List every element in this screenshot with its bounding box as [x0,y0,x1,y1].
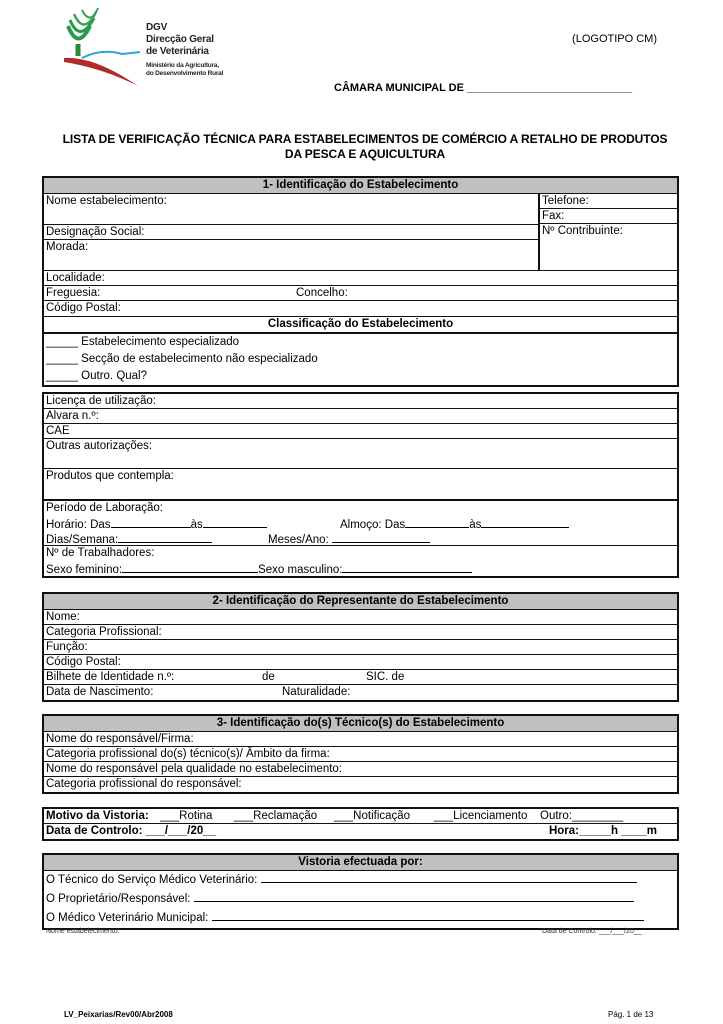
input-almoco-as[interactable] [481,516,569,528]
logo-line2: de Veterinária [146,46,209,57]
input-horario-das[interactable] [111,516,191,528]
label-tecnico-smv: O Técnico do Serviço Médico Veterinário: [46,874,258,886]
field-fax[interactable]: Fax: [540,209,677,224]
field-freguesia-concelho[interactable] [44,286,677,301]
section-licencas [42,392,679,578]
field-alvara[interactable]: Alvara n.º: [44,409,677,424]
section-motivo-vistoria [42,807,679,841]
logo-acronym: DGV [146,22,168,33]
field-sexo[interactable] [44,561,677,576]
option-especializado[interactable]: _____ Estabelecimento especializado [46,336,240,348]
label-trabalhadores: Nº de Trabalhadores: [46,547,155,559]
label-proprietario: O Proprietário/Responsável: [46,893,191,905]
field-outras-autorizacoes[interactable]: Outras autorizações: [44,439,677,469]
field-tec-responsavel-firma[interactable]: Nome do responsável/Firma: [44,732,677,747]
section1-right-col [540,194,677,270]
logo-text [146,22,223,77]
logo-ministry1: Ministério da Agricultura, [146,62,219,69]
option-seccao-nao-especializado[interactable]: _____ Secção de estabelecimento não especializado [46,353,318,365]
field-cae[interactable]: CAE [44,424,677,439]
field-tec-responsavel-qualidade[interactable]: Nome do responsável pela qualidade no estabelecimento: [44,762,677,777]
footer-data-controlo: Data de Controlo: ___/___/20__ [542,928,642,935]
section3-header: 3- Identificação do(s) Técnico(s) do Estabelecimento [44,716,677,732]
field-morada[interactable]: Morada: [46,241,89,253]
field-licenca-utilizacao[interactable]: Licença de utilização: [44,394,677,409]
document-code: LV_Peixarias/Rev00/Abr2008 [64,1010,173,1019]
label-naturalidade: Naturalidade: [282,686,351,698]
field-dias-meses[interactable] [44,531,677,546]
field-rep-nascimento[interactable] [44,685,677,700]
label-freguesia: Freguesia: [46,287,101,299]
laboracao-block [44,500,677,576]
field-medico-municipal[interactable] [44,909,677,928]
section1-left-col [44,194,540,270]
logo-line1: Direcção Geral [146,34,214,45]
field-telefone[interactable]: Telefone: [540,194,677,209]
label-periodo-laboracao: Período de Laboração: [46,502,164,514]
field-tec-categoria-ambito[interactable]: Categoria profissional do(s) técnico(s)/ Âmbito da firma: [44,747,677,762]
title-line1: LISTA DE VERIFICAÇÃO TÉCNICA PARA ESTABELECIMENTOS DE COMÉRCIO A RETALHO DE PRODUTOS [62,132,668,146]
label-concelho: Concelho: [296,287,348,299]
label-data-controlo: Data de Controlo: [46,825,143,837]
field-produtos[interactable]: Produtos que contempla: [44,469,677,500]
field-tecnico-smv[interactable] [44,871,677,890]
dgv-logo [62,6,257,91]
label-almoco-as: às [469,519,482,531]
field-rep-categoria[interactable]: Categoria Profissional: [44,625,677,640]
option-rotina[interactable]: ___Rotina [160,810,213,822]
section-tecnicos [42,714,679,794]
section-vistoria-efectuada [42,853,679,930]
label-horario-das: Horário: Das [46,519,111,531]
page-number: Pág. 1 de 13 [608,1010,654,1019]
field-codigo-postal[interactable]: Código Postal: [46,302,121,314]
tree-river-icon [62,6,142,86]
signature-proprietario[interactable] [194,890,634,902]
field-tec-categoria-responsavel[interactable]: Categoria profissional do responsável: [46,778,242,790]
input-data-controlo[interactable]: ___/___/20__ [145,825,217,837]
option-licenciamento[interactable]: ___Licenciamento [434,810,528,822]
label-dias-semana: Dias/Semana: [46,534,119,546]
section-representante [42,592,679,702]
document-title [40,132,690,162]
option-outro[interactable]: _____ Outro. Qual? [46,370,148,382]
title-line2: DA PESCA E AQUICULTURA [284,147,446,161]
field-horario[interactable] [44,516,677,531]
label-motivo: Motivo da Vistoria: [46,810,149,822]
section1-header: 1- Identificação do Estabelecimento [44,178,677,194]
input-dias-semana[interactable] [118,531,212,543]
label-sexo-feminino: Sexo feminino: [46,564,123,576]
input-almoco-das[interactable] [405,516,469,528]
section2-header: 2- Identificação do Representante do Estabelecimento [44,594,677,610]
logotipo-cm-placeholder: (LOGOTIPO CM) [572,33,657,45]
field-rep-codigo-postal[interactable]: Código Postal: [44,655,677,670]
label-sic-de: SIC. de [366,671,405,683]
label-meses-ano: Meses/Ano: [268,534,329,546]
signature-medico-municipal[interactable] [212,909,644,921]
option-notificacao[interactable]: ___Notificação [334,810,411,822]
field-proprietario[interactable] [44,890,677,909]
option-reclamacao[interactable]: ___Reclamação [234,810,318,822]
input-meses-ano[interactable] [332,531,430,543]
input-sexo-feminino[interactable] [122,561,258,573]
input-sexo-masculino[interactable] [342,561,472,573]
field-rep-bilhete[interactable] [44,670,677,685]
option-outro[interactable]: Outro:________ [540,810,624,822]
section1-top-grid [44,194,677,271]
field-designacao-social[interactable]: Designação Social: [44,225,538,240]
efectuada-header: Vistoria efectuada por: [44,855,677,871]
signature-tecnico-smv[interactable] [261,871,637,883]
row-motivo [44,809,677,824]
field-contribuinte[interactable]: Nº Contribuinte: [542,225,623,237]
label-bilhete-de: de [262,671,275,683]
label-bilhete: Bilhete de Identidade n.º: [46,671,175,683]
footer-nome-estabelecimento: Nome estabelecimento: [46,928,120,935]
label-nascimento: Data de Nascimento: [46,686,154,698]
label-almoco-das: Almoço: Das [340,519,406,531]
classificacao-header: Classificação do Estabelecimento [44,317,677,334]
row-data-controlo [44,824,677,839]
section-identificacao-estabelecimento [42,176,679,318]
field-localidade[interactable]: Localidade: [44,271,677,286]
field-nome-estabelecimento[interactable]: Nome estabelecimento: [44,194,538,225]
logo-ministry2: do Desenvolvimento Rural [146,69,224,77]
field-rep-funcao[interactable]: Função: [44,640,677,655]
camara-municipal-heading: CÂMARA MUNICIPAL DE ___________________________ [334,82,633,94]
section-classificacao [42,317,679,387]
label-horario-as: às [190,519,203,531]
field-rep-nome[interactable]: Nome: [44,610,677,625]
label-medico-municipal: O Médico Veterinário Municipal: [46,912,209,924]
input-horario-as[interactable] [203,516,267,528]
label-sexo-masculino: Sexo masculino: [258,564,343,576]
input-hora[interactable]: Hora:_____h ____m [548,825,657,837]
